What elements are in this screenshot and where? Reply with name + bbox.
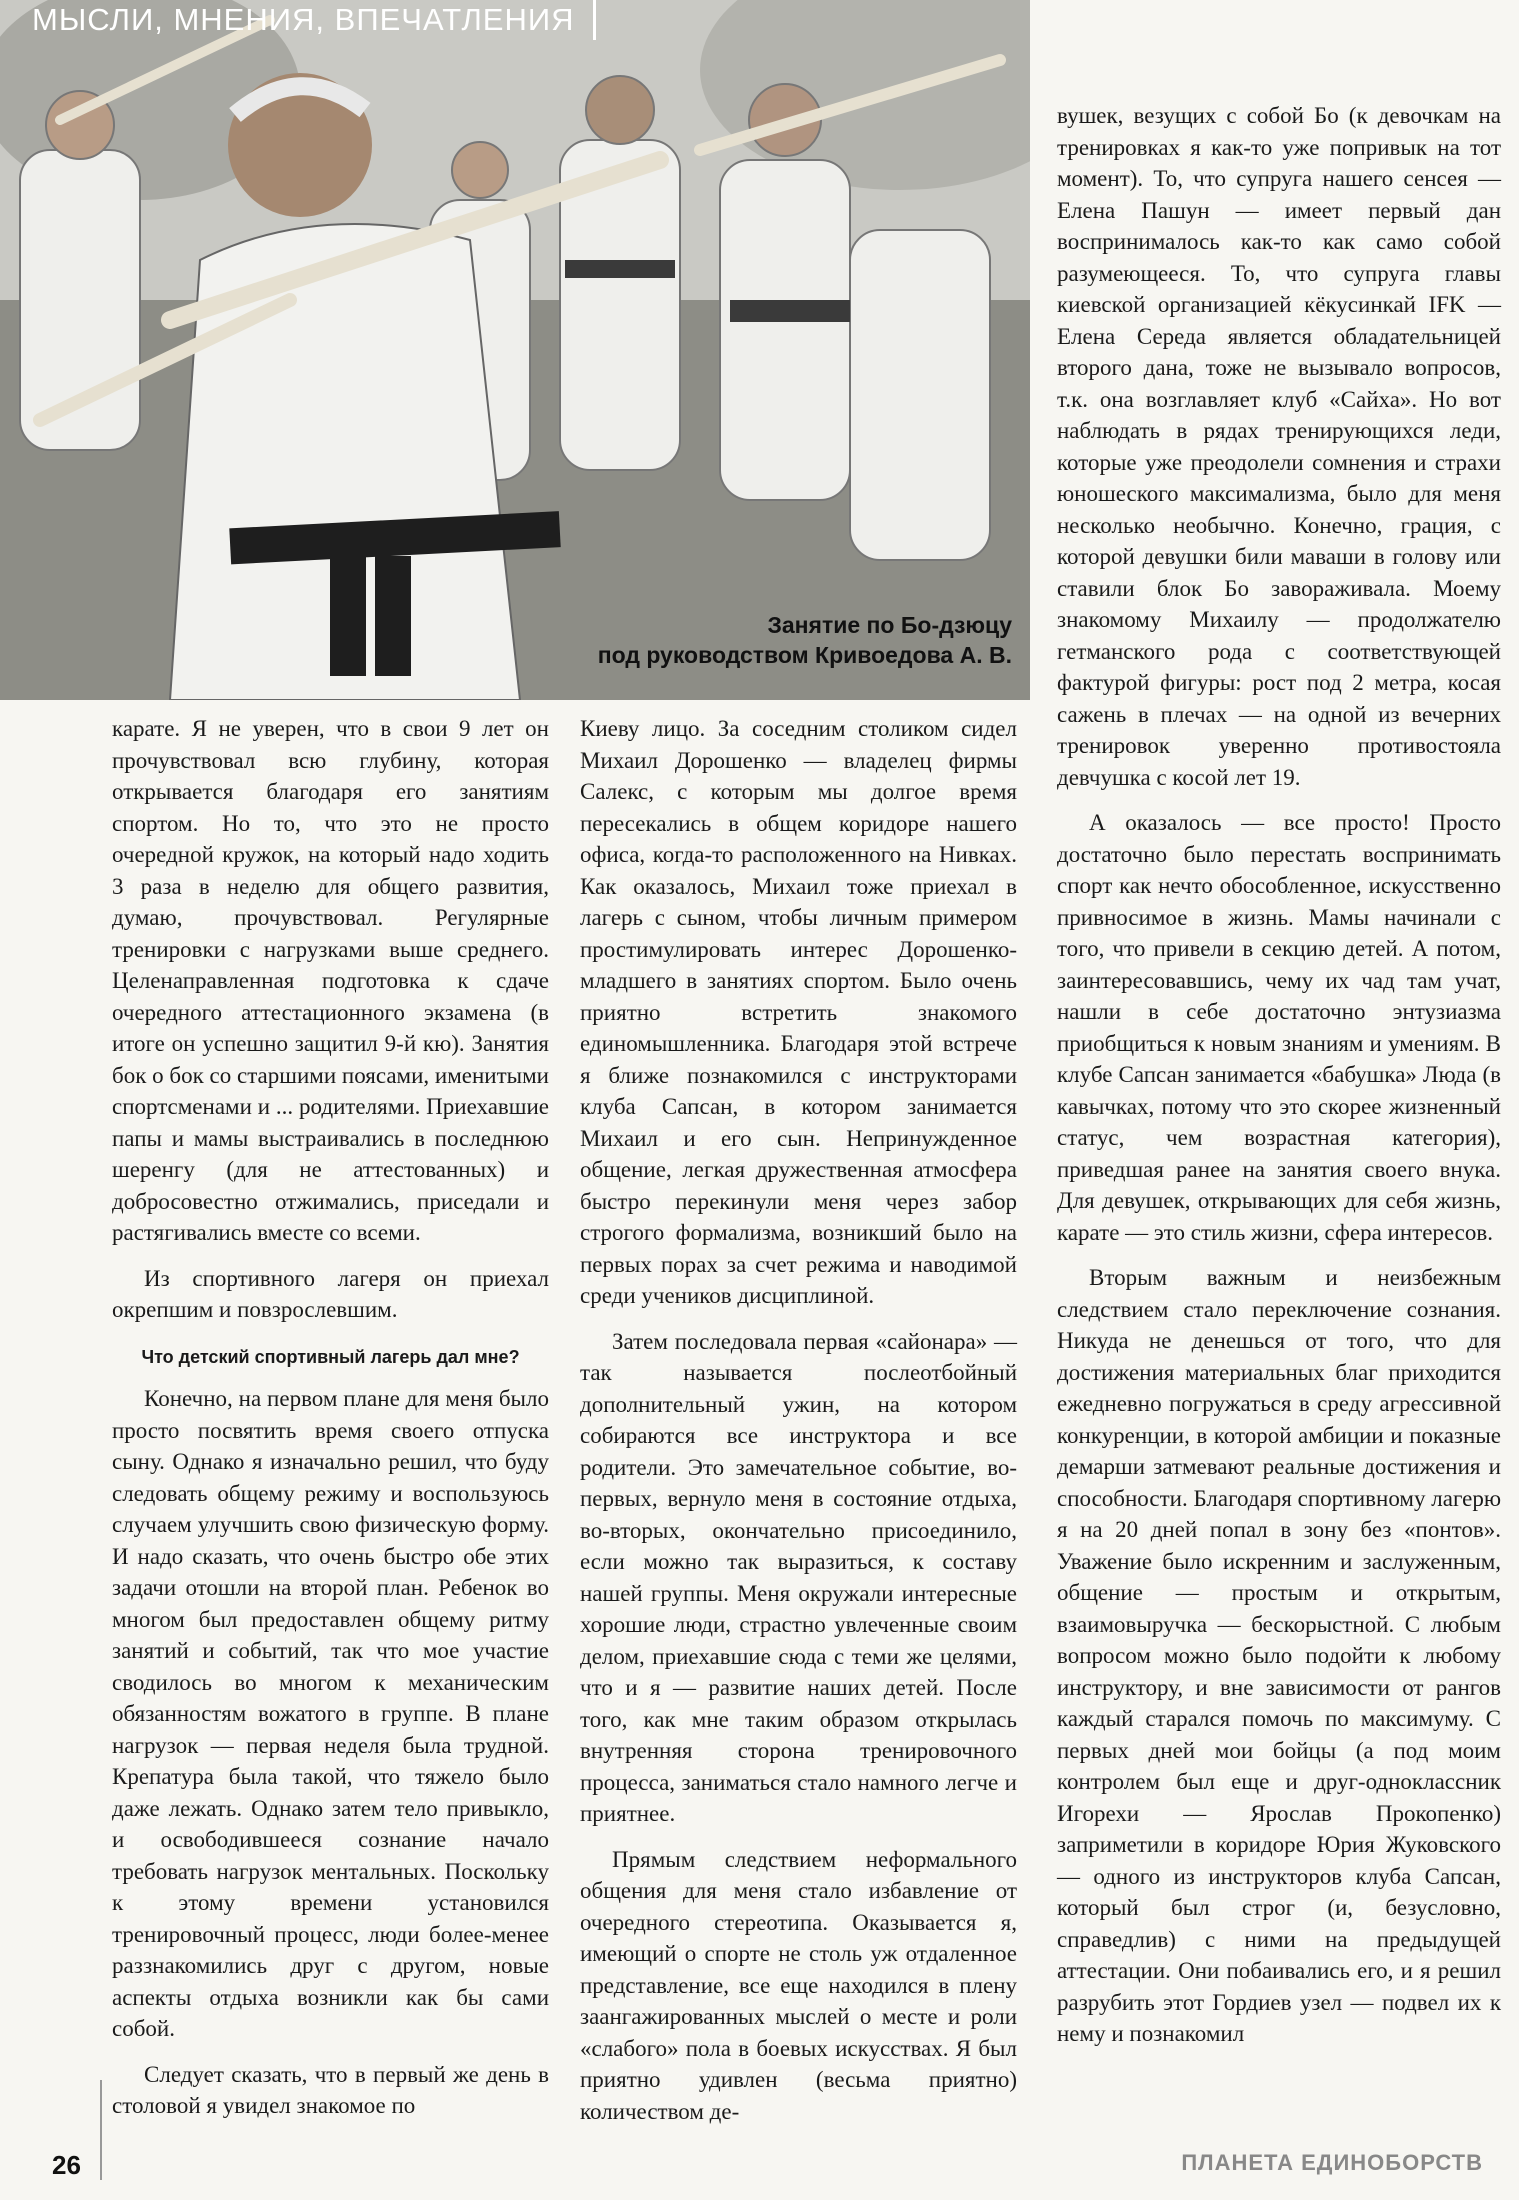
- paragraph: Киеву лицо. За соседним столиком сидел Михаил Дорошенко — владелец фирмы Салекс, с которым мы долгое время пересекались в общем коридоре нашего офиса, когда-то расположенного на Нивках. Как оказалось, Михаил тоже приехал в лагерь с сыном, чтобы личным примером простимулировать интерес Дорошенко-младшего в занятиях спортом. Было очень приятно встретить знакомого единомышленника. Благодаря этой встрече я ближе познакомился с инструкторами клуба Сапсан, в котором занимается Михаил и его сын. Непринужденное общение, легкая дружественная атмосфера быстро перекинули меня через забор строгого формализма, возникший было на первых порах за счет режима и наводимой среди учеников дисциплиной.: [580, 716, 1017, 1308]
- paragraph: карате. Я не уверен, что в свои 9 лет он прочувствовал всю глубину, которая открывается благодаря его занятиям спортом. Но то, что это не просто очередной кружок, на который надо ходить 3 раза в неделю для общего развития, думаю, прочувствовал. Регулярные тренировки с нагрузками выше среднего. Целенаправленная подготовка к сдаче очередного аттестационного экзамена (в итоге он успешно защитил 9-й кю). Занятия бок о бок со старшими поясами, именитыми спортсменами и ... родителями. Приехавшие папы и мамы выстраивались в последнюю шеренгу (для не аттестованных) и добросовестно отжимались, приседали и растягивались вместе со всеми.: [112, 716, 549, 1245]
- caption-line-2: под руководством Кривоедова А. В.: [597, 642, 1012, 668]
- paragraph: Конечно, на первом плане для меня было просто посвятить время своего отпуска сыну. Однако я изначально решил, что буду следовать общему режиму и воспользуюсь случаем улучшить свою физическую форму. И надо сказать, что очень быстро обе этих задачи отошли на второй план. Ребенок во многом был предоставлен общему ритму занятий и событий, так что мое участие сводилось во многом к механическим обязанностям вожатого в группе. В плане нагрузок — первая неделя была трудной. Крепатура была такой, что тяжело было даже лежать. Однако затем тело привыкло, и освободившееся сознание начало требовать нагрузок ментальных. Поскольку к этому времени установился тренировочный процесс, люди более-менее раззнакомились друг с другом, новые аспекты отдыха возникли как бы сами собой.: [112, 1386, 549, 2041]
- article-column-2: [580, 713, 1017, 2127]
- subheading: Что детский спортивный лагерь дал мне?: [141, 1346, 520, 1367]
- article-column-1: [112, 713, 549, 2122]
- paragraph: Из спортивного лагеря он приехал окрепшим и повзрослевшим.: [112, 1265, 549, 1322]
- article-column-3: [1057, 100, 1501, 2050]
- magazine-name: ПЛАНЕТА ЕДИНОБОРСТВ: [1181, 2150, 1483, 2175]
- photo-caption: [598, 610, 1012, 670]
- paragraph: Следует сказать, что в первый же день в столовой я увидел знакомое по: [112, 2061, 549, 2118]
- karate-training-illustration: [0, 0, 1030, 700]
- page-number: 26: [52, 2150, 81, 2180]
- caption-line-1: Занятие по Бо-дзюцу: [767, 612, 1012, 638]
- paragraph: Затем последовала первая «сайонара» — так называется послеотбойный дополнительный ужин, на котором собираются все инструктора и все родители. Это замечательное событие, во-первых, вернуло меня в состояние отдыха, во-вторых, окончательно присоединило, если можно так выразиться, к составу нашей группы. Меня окружали интересные хорошие люди, страстно увлеченные своим делом, приехавшие сюда с теми же целями, что и я — развитие наших детей. После того, как мне таким образом открылась внутренняя сторона тренировочного процесса, заниматься стало намного легче и приятнее.: [580, 1328, 1017, 1826]
- article-photo: [0, 0, 1030, 700]
- footer-divider: [100, 2080, 102, 2180]
- section-header: МЫСЛИ, МНЕНИЯ, ВПЕЧАТЛЕНИЯ: [32, 0, 596, 40]
- paragraph: А оказалось — все просто! Просто достаточно было перестать воспринимать спорт как нечто обособленное, искусственно привносимое в жизнь. Мамы начинали с того, что привели в секцию детей. А потом, заинтересовавшись, чему их чад там учат, нашли в себе достаточно энтузиазма приобщиться к новым знаниям и умениям. В клубе Сапсан занимается «бабушка» Люда (в кавычках, потому что это скорее жизненный статус, чем возрастная категория), приведшая ранее на занятия своего внука. Для девушек, открывающих для себя жизнь, карате — это стиль жизни, сфера интересов.: [1057, 810, 1501, 1245]
- paragraph: Прямым следствием неформального общения для меня стало избавление от очередного стереотипа. Оказывается я, имеющий о спорте не столь уж отдаленное представление, все еще находился в плену заангажированных мыслей о месте и роли «слабого» пола в боевых искусствах. Я был приятно удивлен (весьма приятно) количеством де-: [580, 1846, 1017, 2124]
- paragraph: вушек, везущих с собой Бо (к девочкам на тренировках я как-то уже попривык на тот момент). То, что супруга нашего сенсея — Елена Пашун — имеет первый дан воспринималось как-то как само собой разумеющееся. То, что супруга главы киевской организацией кёкусинкай IFK — Елена Середа является обладательницей второго дана, тоже не вызывало вопросов, т.к. она возглавляет клуб «Сайха». Но вот наблюдать в рядах тренирующихся леди, которые уже преодолели сомнения и страхи юношеского максимализма, было для меня несколько необычно. Конечно, грация, с которой девушки били маваши в голову или ставили блок Бо завораживала. Моему знакомому Михаилу — продолжателю гетманского рода с соответствующей фактурой фигуры: рост под 2 метра, косая сажень в плечах — на одной из вечерних тренировок уверенно противостояла девчушка с косой лет 19.: [1057, 103, 1501, 790]
- paragraph: Вторым важным и неизбежным следствием стало переключение сознания. Никуда не денешься от того, что для достижения материальных благ приходится ежедневно погружаться в среду агрессивной конкуренции, в которой амбиции и показные демарши затмевают реальные достижения и способности. Благодаря спортивному лагерю я на 20 дней попал в зону без «понтов». Уважение было искренним и заслуженным, общение — простым и открытым, взаимовыручка — бескорыстной. С любым вопросом можно было подойти к любому инструктору, и вне зависимости от рангов каждый старался помочь по максимуму. С первых дней мои бойцы (а под моим контролем был еще и друг-одноклассник Игорехи — Ярослав Прокопенко) заприметили в коридоре Юрия Жуковского — одного из инструкторов клуба Сапсан, который был строг (и, безусловно, справедлив) с ними на предыдущей аттестации. Они побаивались его, и я решил разрубить этот Гордиев узел — подвел их к нему и познакомил: [1057, 1265, 1501, 2046]
